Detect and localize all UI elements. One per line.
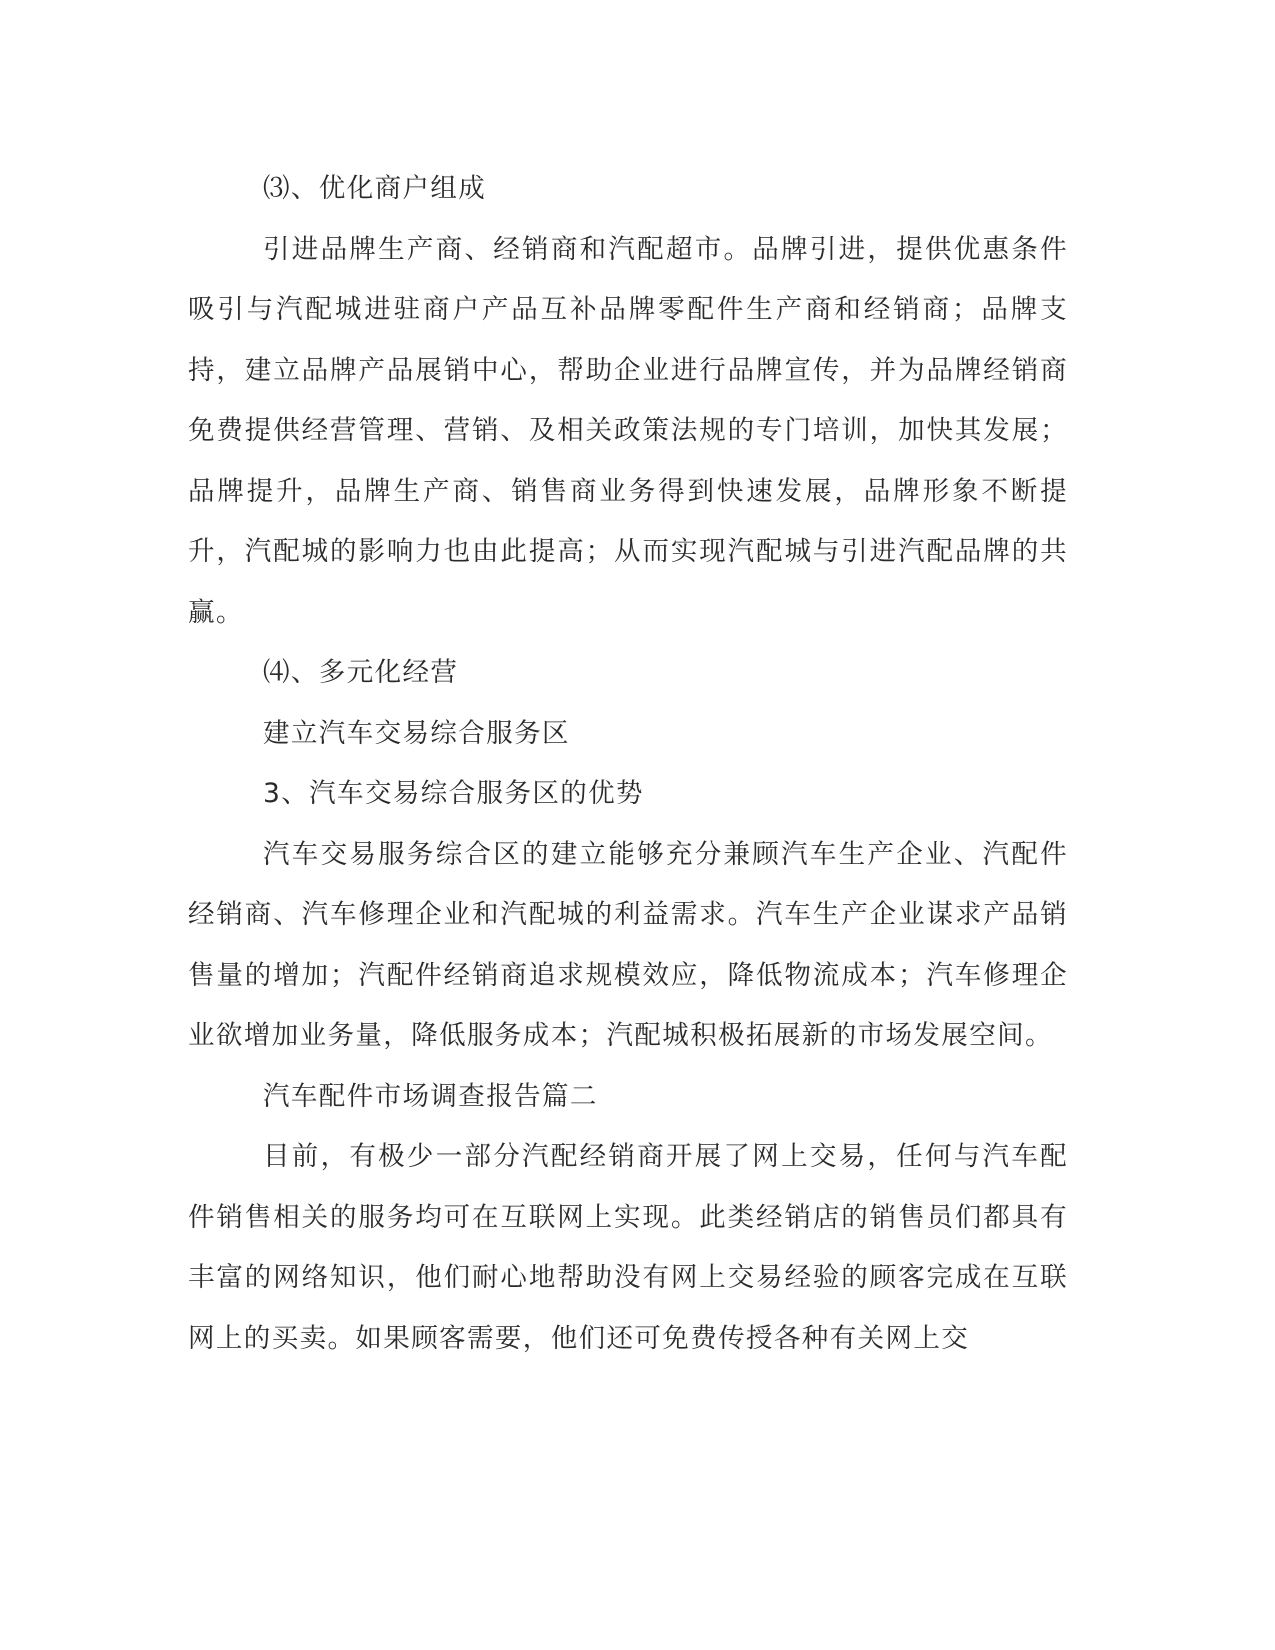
- line-service-zone: 建立汽车交易综合服务区: [263, 717, 570, 749]
- heading-report-part-two: 汽车配件市场调查报告篇二: [263, 1080, 598, 1112]
- para-service-zone-benefits: 汽车交易服务综合区的建立能够充分兼顾汽车生产企业、汽配件经销商、汽车修理企业和汽配城的利益需求。汽车生产企业谋求产品销售量的增加；汽配件经销商追求规模效应，降低物流成本；汽车修理企业欲增加业务量，降低服务成本；汽配城积极拓展新的市场发展空间。: [188, 838, 1068, 1051]
- para-online-trading: 目前，有极少一部分汽配经销商开展了网上交易，任何与汽车配件销售相关的服务均可在互联网上实现。此类经销店的销售员们都具有丰富的网络知识，他们耐心地帮助没有网上交易经验的顾客完成在互联网上的买卖。如果顾客需要，他们还可免费传授各种有关网上交: [188, 1141, 1068, 1354]
- para-brand-introduction: 引进品牌生产商、经销商和汽配超市。品牌引进，提供优惠条件吸引与汽配城进驻商户产品互补品牌零配件生产商和经销商；品牌支持，建立品牌产品展销中心，帮助企业进行品牌宣传，并为品牌经销商免费提供经营管理、营销、及相关政策法规的专门培训，加快其发展；品牌提升，品牌生产商、销售商业务得到快速发展，品牌形象不断提升，汽配城的影响力也由此提高；从而实现汽配城与引进汽配品牌的共赢。: [188, 233, 1068, 628]
- document-page: [188, 159, 1068, 1369]
- heading-diversified-operation: ⑷、多元化经营: [263, 657, 459, 688]
- heading-optimize-merchants: ⑶、优化商户组成: [263, 173, 487, 204]
- heading-service-zone-advantages: 3、汽车交易综合服务区的优势: [263, 778, 644, 809]
